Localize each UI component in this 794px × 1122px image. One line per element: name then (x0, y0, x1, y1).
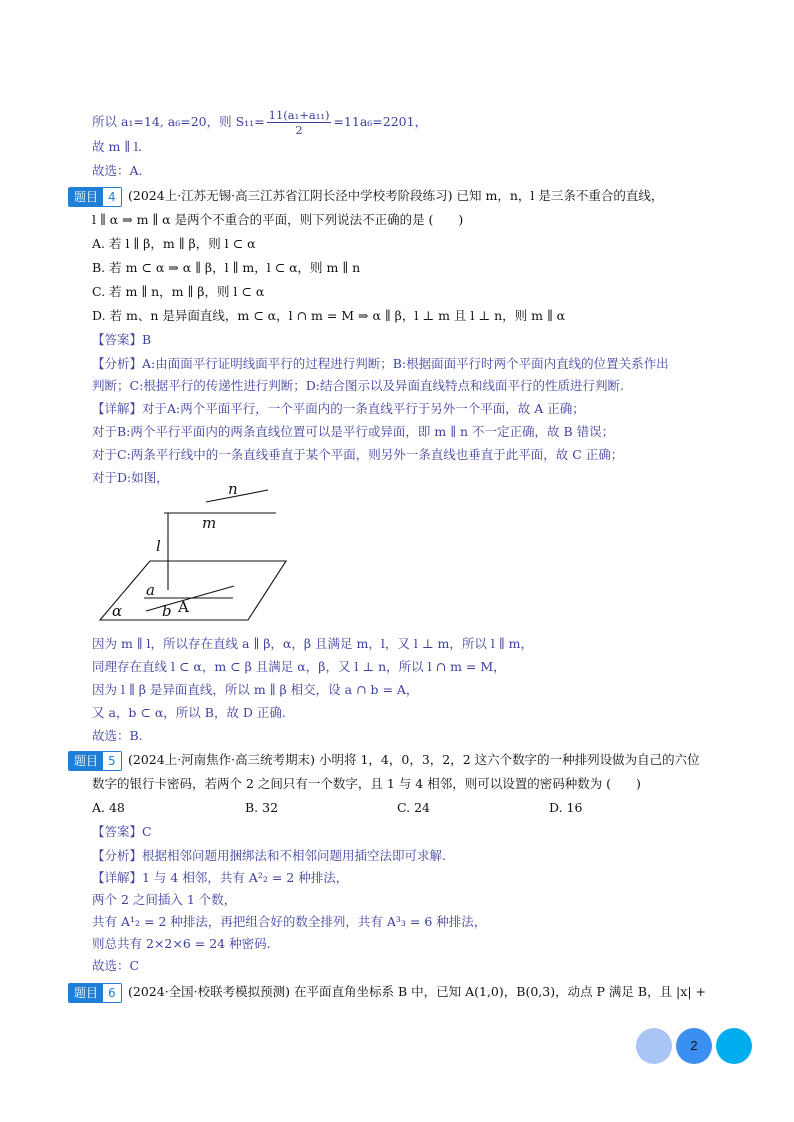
q4-option-c: C. 若 m ∥ n，m ∥ β，则 l ⊂ α (92, 284, 265, 299)
text-segment: =11a₆=2201， (333, 114, 428, 129)
q4-after-line-4: 又 a，b ⊂ α，所以 B，故 D 正确. (92, 705, 286, 720)
prev-solution-line-3: 故选：A. (92, 163, 143, 178)
q4-stem-line-2: l ∥ α ⇒ m ∥ α 是两个不重合的平面，则下列说法不正确的是 ( ) (92, 212, 464, 227)
fraction-numerator: 11(a₁+a₁₁) (268, 108, 330, 122)
question-tag-4 (68, 187, 122, 207)
q4-after-line-3: 因为 l ∥ β 是异面直线，所以 m ∥ β 相交，设 a ∩ b = A， (92, 682, 419, 697)
q4-detail-line-1: 【详解】对于A:两个平面平行，一个平面内的一条直线平行于另外一个平面，故 A 正确； (92, 401, 585, 416)
plane-alpha (100, 561, 286, 620)
q5-detail-line-3: 共有 A¹₂ = 2 种排法，再把组合好的数全排列，共有 A³₃ = 6 种排法， (92, 914, 487, 929)
q5-answer: 【答案】C (92, 824, 152, 839)
question-tag-number: 6 (103, 984, 121, 1002)
question-tag-6 (68, 983, 122, 1003)
q4-after-line-1: 因为 m ∥ l，所以存在直线 a ∥ β，α，β 且满足 m，l，又 l ⊥ m，所以 l ∥ m， (92, 636, 533, 651)
label-n: n (228, 480, 238, 498)
q5-detail-line-2: 两个 2 之间插入 1 个数， (92, 892, 237, 907)
label-l: l (156, 537, 161, 555)
q5-analysis: 【分析】根据相邻问题用捆绑法和不相邻问题用插空法即可求解. (92, 848, 446, 863)
prev-solution-line-2: 故 m ∥ l. (92, 139, 143, 154)
page-number: 2 (676, 1028, 712, 1064)
q5-stem-line-2: 数字的银行卡密码，若两个 2 之间只有一个数字，且 1 与 4 相邻，则可以设置的密码种数为 ( ) (92, 776, 641, 791)
text-segment: 所以 a₁=14, a₆=20，则 S₁₁= (92, 114, 265, 129)
q4-option-b: B. 若 m ⊂ α ⇒ α ∥ β，l ∥ m，l ⊂ α，则 m ∥ n (92, 260, 361, 275)
question-tag-label: 题目 (69, 984, 103, 1002)
fraction (267, 108, 332, 137)
fraction-denominator: 2 (295, 123, 303, 137)
prev-solution-line-1 (92, 108, 427, 137)
q4-after-line-5: 故选：B. (92, 728, 143, 743)
q6-stem-line-1: (2024·全国·校联考模拟预测) 在平面直角坐标系 B 中，已知 A(1,0)，B(0,3)，动点 P 满足 B，且 |x| + (128, 984, 706, 999)
question-tag-5 (68, 751, 122, 771)
question-tag-number: 5 (103, 752, 121, 770)
q4-analysis-line-1: 【分析】A:由面面平行证明线面平行的过程进行判断；B:根据面面平行时两个平面内直线的位置关系作出 (92, 356, 669, 371)
q5-option-b: B. 32 (245, 800, 279, 815)
q4-detail-line-4: 对于D:如图， (92, 470, 169, 485)
label-m: m (202, 514, 217, 532)
q4-option-d: D. 若 m、n 是异面直线，m ⊂ α，l ∩ m = M ⇒ α ∥ β，l ⊥ m 且 l ⊥ n，则 m ∥ α (92, 308, 566, 323)
q4-after-line-2: 同理存在直线 l ⊂ α，m ⊂ β 且满足 α，β，又 l ⊥ n，所以 l ∩ m = M， (92, 659, 506, 674)
q4-detail-line-2: 对于B:两个平行平面内的两条直线位置可以是平行或异面，即 m ∥ n 不一定正确，故 B 错误； (92, 424, 615, 439)
q4-answer: 【答案】B (92, 332, 152, 347)
label-point-a: A (178, 598, 189, 616)
label-b: b (162, 602, 172, 620)
label-alpha: α (112, 602, 123, 620)
question-tag-label: 题目 (69, 752, 103, 770)
label-a: a (146, 581, 155, 599)
q5-stem-line-1: (2024上·河南焦作·高三统考期末) 小明将 1，4，0，3，2，2 这六个数字的一种排列设做为自己的六位 (128, 752, 700, 767)
q5-detail-line-5: 故选：C (92, 958, 140, 973)
page-decor-circle-left (636, 1028, 672, 1064)
q5-detail-line-1: 【详解】1 与 4 相邻，共有 A²₂ = 2 种排法， (92, 870, 349, 885)
q4-detail-line-3: 对于C:两条平行线中的一条直线垂直于某个平面，则另外一条直线也垂直于此平面，故 C 正确； (92, 447, 624, 462)
q5-option-a: A. 48 (92, 800, 125, 815)
q5-option-d: D. 16 (549, 800, 583, 815)
geometry-figure (98, 478, 298, 623)
q5-detail-line-4: 则总共有 2×2×6 = 24 种密码. (92, 936, 271, 951)
q4-stem-line-1: (2024上·江苏无锡·高三江苏省江阴长泾中学校考阶段练习) 已知 m，n，l 是三条不重合的直线， (128, 188, 664, 203)
q5-option-c: C. 24 (397, 800, 430, 815)
page-decor-circle-right (716, 1028, 752, 1064)
question-tag-number: 4 (103, 188, 121, 206)
q4-option-a: A. 若 l ∥ β，m ∥ β，则 l ⊂ α (92, 236, 256, 251)
q4-analysis-line-2: 判断；C:根据平行的传递性进行判断；D:结合图示以及异面直线特点和线面平行的性质进行判断. (92, 378, 624, 393)
question-tag-label: 题目 (69, 188, 103, 206)
